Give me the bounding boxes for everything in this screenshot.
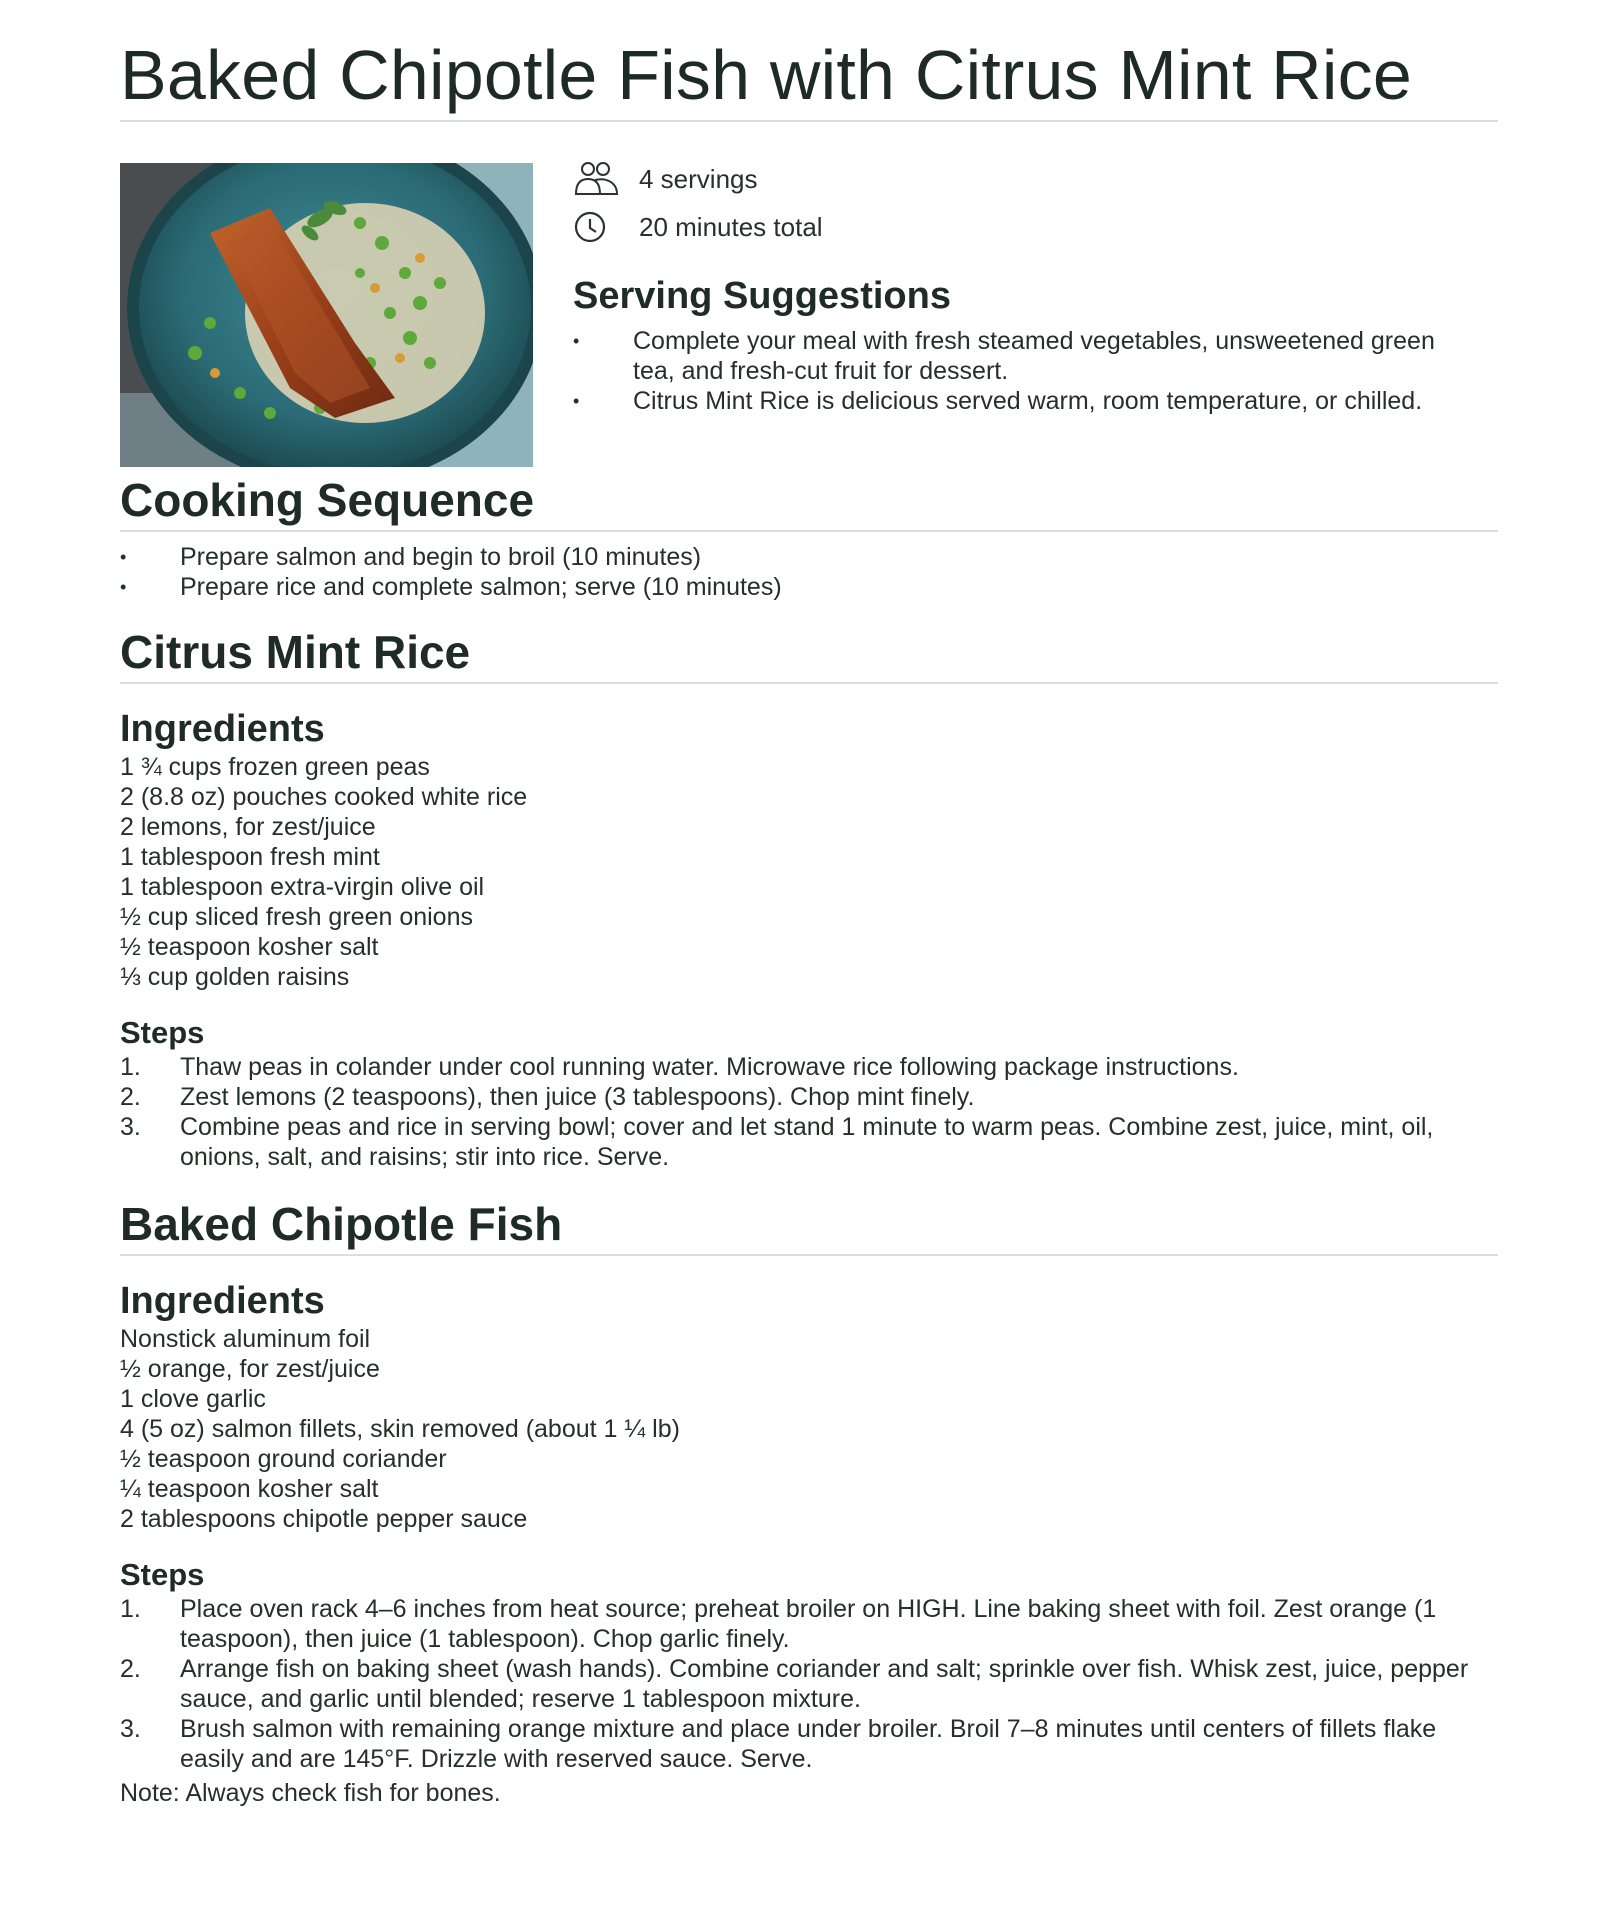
list-item: 2 tablespoons chipotle pepper sauce [120, 1505, 528, 1533]
list-item [120, 1052, 1498, 1082]
section-divider [120, 682, 1498, 684]
list-item: • Prepare salmon and begin to broil (10 minutes) [120, 542, 1498, 572]
step-number: 2. [120, 1655, 141, 1683]
list-item: ½ teaspoon kosher salt [120, 933, 379, 961]
hero-section [120, 122, 1498, 470]
fish-steps-list [120, 1594, 1498, 1774]
list-item: Nonstick aluminum foil [120, 1325, 371, 1353]
list-item: ½ cup sliced fresh green onions [120, 903, 473, 931]
fish-ingredients-list [120, 1324, 1498, 1534]
step-text: Zest lemons (2 teaspoons), then juice (3 tablespoons). Chop mint finely. [180, 1083, 975, 1111]
rice-ingredients-list [120, 752, 1498, 992]
time-row [573, 207, 823, 247]
list-item: • Prepare rice and complete salmon; serve (10 minutes) [120, 572, 1498, 602]
list-item: ¼ teaspoon kosher salt [120, 1475, 379, 1503]
time-text: 20 minutes total [639, 211, 823, 242]
list-item: 2 (8.8 oz) pouches cooked white rice [120, 783, 528, 811]
cooking-sequence-list [120, 542, 1498, 602]
step-text: Place oven rack 4–6 inches from heat source; preheat broiler on HIGH. Line baking sheet with foil. Zest orange (1 teaspoon), then juice (1 tablespoon). Chop garlic finely. [180, 1595, 1437, 1653]
rice-steps-heading: Steps [120, 1015, 205, 1050]
section-divider [120, 530, 1498, 532]
list-item: ½ teaspoon ground coriander [120, 1445, 447, 1473]
step-text: Combine peas and rice in serving bowl; cover and let stand 1 minute to warm peas. Combine zest, juice, mint, oil, onions, salt, and raisins; stir into rice. Serve. [180, 1113, 1434, 1171]
list-item: • Complete your meal with fresh steamed vegetables, unsweetened green tea, and fresh-cut fruit for dessert. [573, 326, 1453, 386]
clock-icon [573, 207, 619, 247]
list-item [120, 1594, 1498, 1654]
section-divider [120, 1254, 1498, 1256]
list-item: 1 tablespoon extra-virgin olive oil [120, 873, 485, 901]
step-text: Brush salmon with remaining orange mixture and place under broiler. Broil 7–8 minutes until centers of fillets flake easily and are 145°F. Drizzle with reserved sauce. Serve. [180, 1715, 1437, 1773]
list-item: 4 (5 oz) salmon fillets, skin removed (about 1 ¼ lb) [120, 1415, 680, 1443]
list-item: 1 ¾ cups frozen green peas [120, 753, 430, 781]
cooking-sequence-heading: Cooking Sequence [120, 474, 535, 526]
step-number: 3. [120, 1113, 141, 1141]
fish-heading: Baked Chipotle Fish [120, 1198, 563, 1250]
list-item: ⅓ cup golden raisins [120, 963, 350, 991]
page-title: Baked Chipotle Fish with Citrus Mint Rice [120, 36, 1412, 114]
list-item [120, 1112, 1498, 1172]
fish-steps-heading: Steps [120, 1557, 205, 1592]
rice-heading: Citrus Mint Rice [120, 626, 471, 678]
serving-suggestions-heading: Serving Suggestions [573, 275, 951, 317]
servings-text: 4 servings [639, 163, 758, 194]
list-item [120, 1654, 1498, 1714]
list-item: 2 lemons, for zest/juice [120, 813, 376, 841]
list-item: • Citrus Mint Rice is delicious served warm, room temperature, or chilled. [573, 386, 1453, 416]
fish-ingredients-heading: Ingredients [120, 1280, 325, 1322]
list-item [120, 1082, 1498, 1112]
recipe-photo [120, 163, 533, 467]
people-icon [573, 159, 619, 199]
servings-row [573, 159, 758, 199]
step-number: 1. [120, 1595, 141, 1623]
recipe-page [120, 0, 1498, 1808]
step-number: 2. [120, 1083, 141, 1111]
list-item: 1 tablespoon fresh mint [120, 843, 380, 871]
salmon-plate-illustration [120, 163, 533, 467]
step-number: 1. [120, 1053, 141, 1081]
rice-ingredients-heading: Ingredients [120, 708, 325, 750]
fish-note: Note: Always check fish for bones. [120, 1779, 501, 1807]
step-text: Thaw peas in colander under cool running water. Microwave rice following package instructions. [180, 1053, 1239, 1081]
list-item: ½ orange, for zest/juice [120, 1355, 380, 1383]
list-item [120, 1714, 1498, 1774]
step-number: 3. [120, 1715, 141, 1743]
serving-suggestions-list [573, 326, 1453, 416]
rice-steps-list [120, 1052, 1498, 1172]
list-item: 1 clove garlic [120, 1385, 266, 1413]
step-text: Arrange fish on baking sheet (wash hands). Combine coriander and salt; sprinkle over fish. Whisk zest, juice, pepper sauce, and garlic until blended; reserve 1 tablespoon mixture. [180, 1655, 1469, 1713]
